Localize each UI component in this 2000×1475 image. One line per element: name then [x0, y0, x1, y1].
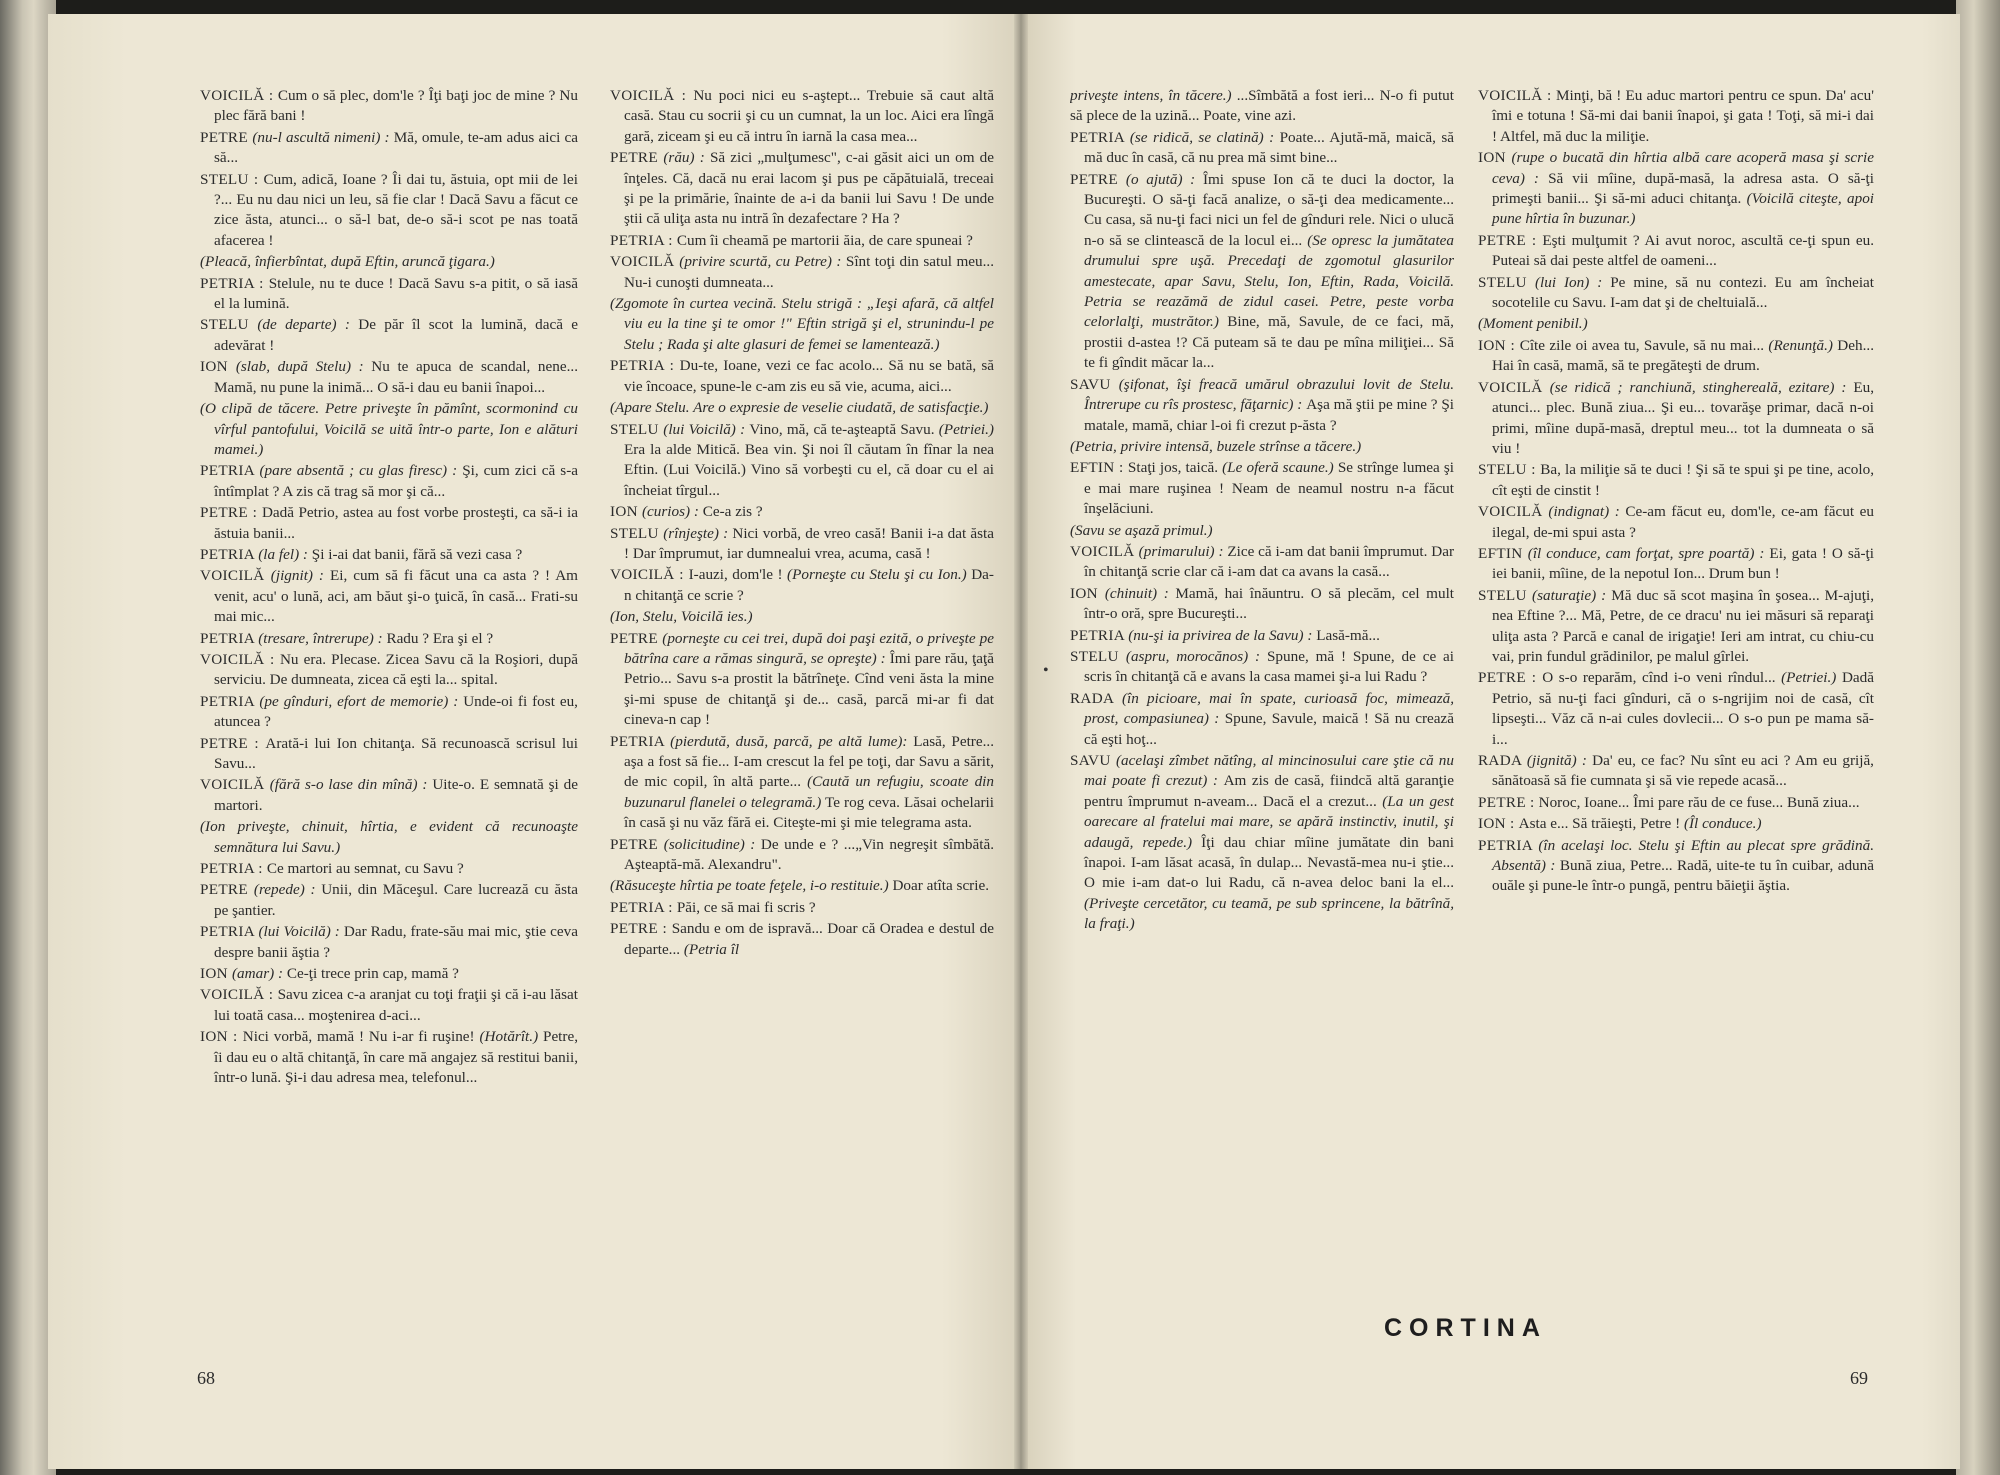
- line-text: Unii, din Măceşul. Care lucrează cu ăsta pe şantier.: [214, 881, 578, 919]
- speaker-name: ION :: [200, 1028, 243, 1046]
- speaker-name: PETRE :: [1478, 793, 1539, 811]
- dialogue-line: [200, 461, 578, 502]
- line-text: Păi, ce să mai fi scris ?: [676, 898, 816, 916]
- stage-direction: (jignită) :: [1526, 752, 1593, 769]
- dialogue-line: [200, 274, 578, 315]
- line-text: Spune, mă ! Spune, de ce ai scris în chitanţă că e avans la casa mamei şi-a lui Radu ?: [1084, 647, 1454, 686]
- dialogue-line: [1478, 586, 1874, 668]
- dialogue-line: [1478, 793, 1874, 813]
- dialogue-line: [610, 252, 994, 293]
- speaker-name: PETRIA :: [610, 357, 680, 375]
- dialogue-line: [610, 732, 994, 834]
- dialogue-line: [200, 880, 578, 921]
- speaker-name: RADA: [1478, 752, 1527, 769]
- dialogue-line: [610, 420, 994, 502]
- speaker-name: PETRIA: [1070, 128, 1130, 146]
- stage-direction: (Răsuceşte hîrtia pe toate feţele, i-o restituie.): [610, 877, 889, 895]
- speaker-name: STELU :: [1478, 461, 1541, 479]
- speaker-name: ION: [1478, 149, 1512, 167]
- dialogue-line: [200, 545, 578, 565]
- page-number-right: 69: [1850, 1368, 1868, 1388]
- line-text: Pe mine, să nu contezi. Eu am încheiat socotelile cu Savu. I-am dat şi de cheltuială...: [1492, 273, 1874, 312]
- speaker-name: PETRIA: [200, 462, 260, 480]
- page-number-left: 68: [197, 1368, 215, 1388]
- speaker-name: ION :: [1478, 815, 1519, 833]
- dialogue-line: [200, 985, 578, 1026]
- dialogue-line: [1070, 170, 1454, 374]
- stage-direction: (nu-l ascultă nimeni) :: [252, 128, 394, 146]
- line-text: Cîte zile oi avea tu, Savule, să nu mai...: [1519, 336, 1769, 354]
- stage-direction: (repede) :: [253, 881, 322, 899]
- line-text: Noroc, Ioane... Îmi pare rău de ce fuse... Bună ziua...: [1538, 793, 1860, 811]
- speaker-name: PETRIA :: [610, 898, 677, 916]
- stage-direction: (saturaţie) :: [1532, 586, 1612, 604]
- dialogue-line: [610, 398, 994, 418]
- dialogue-line: [200, 922, 578, 963]
- dialogue-line: [1070, 458, 1454, 519]
- stage-direction: (rău) :: [663, 149, 710, 167]
- line-text: Nici vorbă, mamă ! Nu i-ar fi ruşine!: [242, 1028, 480, 1046]
- line-text: Ce martori au semnat, cu Savu ?: [266, 860, 464, 878]
- dialogue-line: [1478, 273, 1874, 314]
- speaker-name: PETRE :: [200, 734, 266, 752]
- speaker-name: PETRE :: [610, 920, 672, 938]
- dialogue-line: [200, 128, 578, 169]
- line-text: Petre, îi dau eu o altă chitanţă, în care mă angajez să restitui banii, într-o lună. Şi-i dau adresa mea, telefonul...: [214, 1028, 578, 1087]
- stage-direction: (Caută un refugiu, scoate din buzunarul flanelei o telegramă.): [624, 773, 994, 811]
- speaker-name: PETRIA :: [200, 860, 267, 878]
- dialogue-line: [1478, 314, 1874, 334]
- stage-direction: (Apare Stelu. Are o expresie de veselie ciudată, de satisfacţie.): [610, 399, 989, 417]
- speaker-name: VOICILĂ :: [610, 87, 694, 104]
- stage-direction: (se ridică, se clatină) :: [1129, 128, 1280, 146]
- dialogue-line: [200, 775, 578, 816]
- dialogue-line: [1478, 148, 1874, 230]
- stage-direction: (indignat) :: [1548, 503, 1626, 521]
- speaker-name: PETRE: [200, 881, 254, 899]
- stage-direction: (pe gînduri, efort de memorie) :: [259, 692, 464, 710]
- stage-direction: (Ion, Stelu, Voicilă ies.): [610, 608, 753, 626]
- stage-direction: (chinuit) :: [1104, 584, 1176, 602]
- stage-direction: (pierdută, dusă, parcă, pe altă lume):: [670, 732, 914, 750]
- line-text: Sînt toţi din satul meu... Nu-i cunoşti dumneata...: [624, 253, 994, 291]
- margin-mark: •: [1043, 662, 1049, 679]
- ending-title: CORTINA: [1384, 1314, 1547, 1342]
- line-text: Cum o să plec, dom'le ? Îţi baţi joc de mine ? Nu plec fără bani !: [214, 87, 578, 125]
- dialogue-line: [200, 650, 578, 691]
- line-text: Ba, la miliţie să te duci ! Şi să te spui şi pe tine, acolo, cît eşti de cinstit !: [1492, 461, 1874, 499]
- book-gutter: [1014, 14, 1028, 1469]
- speaker-name: STELU: [200, 316, 258, 334]
- dialogue-line: [610, 148, 994, 230]
- stage-direction: (în picioare, mai în spate, curioasă foc, mimează, prost, compasiunea) :: [1084, 689, 1454, 728]
- stage-direction: (Voicilă citeşte, apoi pune hîrtia în buzunar.): [1492, 190, 1874, 228]
- dialogue-line: [1478, 751, 1874, 792]
- line-text: Arată-i lui Ion chitanţa. Să recunoască scrisul lui Savu...: [214, 734, 578, 772]
- dialogue-line: [610, 876, 994, 896]
- speaker-name: PETRE: [610, 835, 664, 853]
- line-text: Asta e... Să trăieşti, Petre !: [1518, 815, 1684, 833]
- stage-direction: (acelaşi zîmbet nătîng, al mincinosului care ştie că nu mai poate fi crezut) :: [1084, 752, 1454, 790]
- line-text: Ei, cum să fi făcut una ca asta ? ! Am venit, acu' o lună, aci, am băut şi-o ţuică, în casă... Frati-su mai mic...: [214, 567, 578, 626]
- line-text: Cum, adică, Ioane ? Îi dai tu, ăstuia, opt mii de lei ?... Eu nu dau nici un leu, să fie clar ! Dacă Savu a făcut ce zice ăsta, atunci... o să-l bat, de-o să-i scot pe nas toată afacerea !: [214, 170, 578, 249]
- speaker-name: PETRIA: [200, 629, 259, 647]
- speaker-name: RADA: [1070, 689, 1122, 707]
- speaker-name: PETRE :: [1478, 231, 1543, 249]
- dialogue-line: [1478, 336, 1874, 377]
- speaker-name: EFTIN :: [1070, 459, 1128, 477]
- stage-direction: (amar) :: [232, 965, 287, 983]
- line-text: ...Sîmbătă a fost ieri... N-o fi putut să plece de la uzină... Poate, vine azi.: [1070, 87, 1454, 125]
- stage-direction: (Le oferă scaune.): [1222, 459, 1334, 477]
- dialogue-line: [1070, 375, 1454, 436]
- speaker-name: PETRIA: [200, 923, 259, 941]
- stage-direction: (Îl conduce.): [1683, 815, 1762, 833]
- stage-direction: (aspru, morocănos) :: [1125, 647, 1267, 665]
- line-text: Minţi, bă ! Eu aduc martori pentru ce spun. Da' acu' îmi e totuna ! Să-mi dai banii înapoi, şi gata ! Toţi, să mi-i dai ! Altfel, mă duc la miliţie.: [1492, 87, 1874, 145]
- line-text: Du-te, Ioane, vezi ce fac acolo... Să nu se bată, să vie încoace, spune-le c-am zis eu să vie, acuma, aici...: [624, 357, 994, 395]
- dialogue-line: [200, 170, 578, 252]
- stage-direction: (Hotărît.): [479, 1028, 539, 1046]
- stage-direction: (Zgomote în curtea vecină. Stelu strigă : „Ieşi afară, că altfel viu eu la tine şi te omor !" Eftin strigă şi el, strunindu-l pe Stelu ; Rada şi alte glasuri de femei se lamentează.): [610, 295, 994, 353]
- speaker-name: STELU: [1070, 647, 1126, 665]
- speaker-name: PETRIA: [200, 692, 260, 710]
- speaker-name: PETRIA: [610, 732, 671, 750]
- stage-direction: (O clipă de tăcere. Petre priveşte în pămînt, scormonind cu vîrful pantofului, Voicilă se uită într-o parte, Ion e alături mamei.): [200, 400, 578, 458]
- line-text: Am zis de casă, fiindcă altă garanţie pentru împrumut n-aveam... Dacă el a crezut...: [1084, 772, 1454, 810]
- stage-direction: (Petria îl: [683, 940, 740, 958]
- line-text: Lasă, Petre... aşa a fost să fie... I-am crescut la fel pe toţi, dar Savu a sărit, de mic copil, în altă parte...: [624, 732, 994, 791]
- dialogue-line: [1070, 128, 1454, 169]
- line-text: Nu era. Plecase. Zicea Savu că la Roşiori, după serviciu. De dumneata, zicea că eşti la... spital.: [214, 650, 578, 689]
- speaker-name: PETRIA :: [200, 274, 269, 292]
- line-text: Şi i-ai dat banii, fără să vezi casa ?: [311, 545, 523, 563]
- line-text: Vino, mă, că te-aşteaptă Savu.: [749, 420, 939, 438]
- line-text: Mă, omule, te-am adus aici ca să...: [214, 128, 578, 167]
- line-text: Mamă, hai înăuntru. O să plecăm, cel mult într-o oră, spre Bucureşti...: [1084, 584, 1454, 623]
- stage-direction: (de departe) :: [257, 316, 359, 334]
- stage-direction: (lui Voicilă) :: [663, 420, 750, 438]
- speaker-name: VOICILĂ: [1478, 378, 1550, 396]
- line-text: Ce-am făcut eu, dom'le, ce-am făcut eu ilegal, de-mi spui asta ?: [1492, 503, 1874, 541]
- dialogue-line: [610, 502, 994, 522]
- line-text: Nu poci nici eu s-aştept... Trebuie să caut altă casă. Stau cu socrii şi cu un cumnat, la un loc. Aici era lîngă gară, ziceam şi eu că intru în iarnă la casa mea...: [624, 87, 994, 145]
- dialogue-line: [200, 1027, 578, 1088]
- speaker-name: PETRIA: [1478, 836, 1539, 854]
- line-text: Mă duc să scot maşina în şosea... M-ajuţi, nea Eftine ?... Mă, Petre, de ce dracu' nu iei măsuri să reparaţi uliţa asta ? Parcă e canal de irigaţie! Ieri am intrat, cu chiu-cu vai, prin fundul grădinilor, pe malul gîrlei.: [1492, 586, 1874, 665]
- speaker-name: VOICILĂ: [1478, 503, 1549, 521]
- line-text: Staţi jos, taică.: [1127, 459, 1223, 477]
- dialogue-line: [1070, 542, 1454, 583]
- line-text: Bine, mă, Savule, de ce faci, mă, prostii d-astea !? Că puteam să te dau pe mîna miliţiei... Să te fi gîndit măcar la...: [1084, 313, 1454, 372]
- line-text: De păr îl scot la lumină, dacă e adevărat !: [214, 316, 578, 354]
- dialogue-line: [610, 607, 994, 627]
- dialogue-line: [1478, 668, 1874, 750]
- stage-direction: (primarului) :: [1138, 542, 1228, 560]
- speaker-name: ION: [200, 965, 232, 983]
- line-text: Nici vorbă, de vreo casă! Banii i-a dat ăsta ! Dar împrumut, iar dumnealui vrea, acuma, casă !: [624, 524, 994, 562]
- speaker-name: EFTIN: [1478, 544, 1528, 562]
- stage-direction: (curios) :: [642, 503, 703, 521]
- speaker-name: ION :: [1478, 336, 1520, 354]
- dialogue-line: [1070, 584, 1454, 625]
- line-text: Eu, atunci... plec. Bună ziua... Şi eu... tovarăşe primar, dacă n-oi primi, mîine după-masă, dreptul meu... tot la dumneata o să viu !: [1492, 378, 1874, 457]
- speaker-name: STELU :: [200, 170, 264, 188]
- line-text: Unde-oi fi fost eu, atuncea ?: [214, 692, 578, 731]
- stage-direction: (lui Voicilă) :: [258, 923, 344, 941]
- stage-direction: (în acelaşi loc. Stelu şi Eftin au plecat spre grădină. Absentă) :: [1492, 836, 1874, 875]
- dialogue-line: [610, 524, 994, 565]
- dialogue-line: [1070, 437, 1454, 457]
- speaker-name: SAVU: [1070, 375, 1119, 393]
- speaker-name: PETRE :: [200, 504, 262, 522]
- speaker-name: STELU: [610, 524, 664, 542]
- stage-direction: (o ajută) :: [1125, 170, 1203, 188]
- line-text: Deh... Hai în casă, mamă, să te pregăteşti de drum.: [1492, 336, 1874, 375]
- line-text: Se strînge lumea şi e mai mare ruşinea ! Neam de neamul nostru n-a făcut înşelăciuni.: [1084, 459, 1454, 518]
- stage-direction: (tresare, întrerupe) :: [258, 629, 387, 647]
- line-text: Eşti mulţumit ? Ai avut noroc, ascultă ce-ţi spun eu. Puteai să dai peste altfel de oameni...: [1492, 231, 1874, 270]
- dialogue-line: [610, 356, 994, 397]
- stage-direction: (se ridică ; ranchiună, stinghereală, ezitare) :: [1549, 378, 1854, 396]
- line-text: Da-n chitanţă ce scrie ?: [624, 566, 994, 604]
- stage-direction: (jignit) :: [270, 567, 330, 585]
- stage-direction: (rupe o bucată din hîrtia albă care acoperă masa şi scrie ceva) :: [1492, 149, 1874, 187]
- line-text: O s-o reparăm, cînd i-o veni rîndul...: [1542, 669, 1782, 687]
- dialogue-line: [1070, 647, 1454, 688]
- dialogue-line: [1478, 378, 1874, 460]
- line-text: Doar atîta scrie.: [888, 877, 989, 895]
- stage-direction: (nu-şi ia privirea de la Savu) :: [1128, 626, 1317, 644]
- dialogue-line: [610, 565, 994, 606]
- stage-direction: (Savu se aşază primul.): [1070, 521, 1213, 539]
- line-text: Să vii mîine, după-masă, la adresa asta. O să-ţi primeşti banii... Şi să-mi aduci chitanţa.: [1492, 169, 1874, 208]
- line-text: Stelule, nu te duce ! Dacă Savu s-a pitit, o să iasă el la lumină.: [214, 274, 578, 313]
- line-text: De unde e ? ...„Vin negreşit sîmbătă. Aşteaptă-mă. Alexandru".: [624, 835, 994, 874]
- speaker-name: VOICILĂ :: [610, 566, 689, 584]
- dialogue-line: [200, 566, 578, 627]
- dialogue-line: [200, 399, 578, 460]
- speaker-name: VOICILĂ :: [200, 650, 280, 668]
- line-text: Să zici „mulţumesc", c-ai găsit aici un om de înţeles. Că, dacă nu erai lacom şi pus pe căpătuială, treceai şi pe la primărie, înainte de a-i da banii lui Savu ! De unde ştii că uliţa asta nu intră în dezafectare ? Ha ?: [624, 149, 994, 228]
- dialogue-line: [1478, 544, 1874, 585]
- dialogue-line: [200, 86, 578, 127]
- line-text: Poate... Ajută-mă, maică, să mă duc în casă, că nu prea mă simt bine...: [1084, 128, 1454, 167]
- speaker-name: ION: [200, 358, 236, 376]
- speaker-name: STELU: [1478, 586, 1533, 604]
- dialogue-line: [200, 817, 578, 858]
- line-text: Dadă Petrio, să nu-ţi faci gînduri, că o s-ngrijim noi de casă, cît lipseşti... Văz că n-ai cules dovlecii... O s-o pun pe mama să-i...: [1492, 669, 1874, 748]
- dialogue-line: [610, 919, 994, 960]
- dialogue-line: [1070, 751, 1454, 935]
- speaker-name: ION: [610, 503, 642, 521]
- speaker-name: STELU: [1478, 273, 1535, 291]
- text-column-1: [200, 86, 578, 1090]
- dialogue-line: [200, 357, 578, 398]
- line-text: Sandu e om de ispravă... Doar că Oradea e destul de departe...: [624, 920, 994, 958]
- line-text: Uite-o. E semnată şi de martori.: [214, 776, 578, 814]
- dialogue-line: [1070, 626, 1454, 646]
- text-column-2: [610, 86, 994, 961]
- stage-direction: (pare absentă ; cu glas firesc) :: [259, 462, 463, 480]
- stage-direction: (porneşte cu cei trei, după doi paşi ezită, o priveşte pe bătrîna care a rămas singură, se opreşte) :: [624, 629, 994, 667]
- speaker-name: PETRE :: [1478, 669, 1543, 687]
- stage-direction: (solicitudine) :: [663, 835, 761, 853]
- line-text: Aşa mă ştii pe mine ? Şi matale, mamă, chiar l-oi fi crezut p-ăsta ?: [1084, 396, 1454, 434]
- dialogue-line: [1070, 689, 1454, 750]
- line-text: Radu ? Era şi el ?: [386, 629, 494, 647]
- dialogue-line: [1478, 86, 1874, 147]
- dialogue-line: [200, 315, 578, 356]
- dialogue-line: [610, 898, 994, 918]
- line-text: Ce-a zis ?: [702, 503, 763, 521]
- stage-direction: (Porneşte cu Stelu şi cu Ion.): [787, 566, 967, 584]
- line-text: Te rog ceva. Lăsai ochelarii în casă şi nu văz fără ei. Citeşte-mi şi mie telegrama asta.: [624, 793, 994, 832]
- dialogue-line: [610, 231, 994, 251]
- dialogue-line: [610, 294, 994, 355]
- speaker-name: VOICILĂ: [610, 253, 680, 271]
- line-text: Spune, Savule, maică ! Să nu crează că eşti hoţ...: [1084, 710, 1454, 748]
- stage-direction: (Petriei.): [1781, 669, 1837, 687]
- line-text: Savu zicea c-a aranjat cu toţi fraţii şi că i-au lăsat lui toată casa... moştenirea d-aci...: [214, 986, 578, 1024]
- line-text: Îmi spuse Ion că te duci la doctor, la Bucureşti. O să-ţi facă analize, o să-ţi dea medicamente... Cu casa, să nu-ţi faci nici un fel de gînduri rele. Nici o ulucă n-o să se clintească de la locul ei...: [1084, 170, 1454, 249]
- speaker-name: PETRE: [200, 128, 253, 146]
- dialogue-line: [1478, 460, 1874, 501]
- speaker-name: PETRE: [610, 629, 663, 647]
- line-text: Cum îi cheamă pe martorii ăia, de care spuneai ?: [676, 231, 973, 249]
- dialogue-line: [200, 859, 578, 879]
- line-text: Nu te apuca de scandal, nene... Mamă, nu pune la inimă... O să-i dau eu banii înapoi...: [214, 358, 578, 396]
- stage-direction: (privire scurtă, cu Petre) :: [679, 253, 846, 271]
- speaker-name: VOICILĂ :: [200, 87, 278, 104]
- stage-direction: (Pleacă, înfierbîntat, după Eftin, aruncă ţigara.): [200, 253, 495, 271]
- speaker-name: STELU: [610, 420, 664, 438]
- stage-direction: (rînjeşte) :: [663, 524, 733, 542]
- stage-direction: (Petria, privire intensă, buzele strînse a tăcere.): [1070, 437, 1362, 455]
- dialogue-line: [1070, 86, 1454, 127]
- stage-direction: (Ion priveşte, chinuit, hîrtia, e evident că recunoaşte semnătura lui Savu.): [200, 818, 578, 856]
- line-text: Îmi pare rău, ţaţă Petrio... Savu s-a prostit la bătrîneţe. Cînd veni ăsta la mine şi-mi spuse de chitanţă şi de... casă, parcă mi-ar fi dat cineva-n cap !: [624, 649, 994, 729]
- dialogue-line: [1478, 502, 1874, 543]
- line-text: Da' eu, ce fac? Nu sînt eu aci ? Am eu grijă, sănătoasă să fie cumnata şi să vie repede acasă...: [1492, 752, 1874, 790]
- stage-direction: (îl conduce, cam forţat, spre poartă) :: [1527, 544, 1770, 562]
- speaker-name: PETRIA: [200, 545, 259, 563]
- stage-direction: (La un gest oarecare al fratelui mai mare, se apără instinctiv, inutil, şi adaugă, repede.): [1084, 792, 1454, 851]
- line-text: Era la alde Mitică. Bea vin. Şi noi îl căutam în fînar la nea Eftin. (Lui Voicilă.) Vino să vorbeşti cu el, că doar cu el ai încheiat tîrgul...: [624, 440, 994, 499]
- stage-direction: priveşte intens, în tăcere.): [1070, 87, 1232, 104]
- stage-direction: (Moment penibil.): [1478, 315, 1588, 333]
- stage-direction: (Priveşte cercetător, cu teamă, pe sub sprincene, la bătrînă, la fraţi.): [1084, 894, 1454, 933]
- line-text: I-auzi, dom'le !: [688, 566, 788, 584]
- stage-direction: (lui Ion) :: [1534, 273, 1611, 291]
- line-text: Ei, gata ! O să-ţi iei banii, mîine, de la nepotul Ion... Drum bun !: [1492, 544, 1874, 583]
- text-column-3: [1070, 86, 1454, 936]
- stage-direction: (Renunţă.): [1768, 336, 1833, 354]
- speaker-name: VOICILĂ: [1070, 542, 1139, 560]
- line-text: Îţi dau chiar mîine jumătate din bani înapoi. I-am lăsat acasă, în dulap... Nevastă-mea nu-i ştie... O mie i-am dat-o lui Radu, că n-avea deloc bani la el...: [1084, 833, 1454, 892]
- line-text: Dadă Petrio, astea au fost vorbe prosteşti, ca să-i ia ăstuia banii...: [214, 504, 578, 542]
- dialogue-line: [1478, 836, 1874, 897]
- line-text: Şi, cum zici că s-a întîmplat ? A zis că trag să mor şi că...: [214, 462, 578, 500]
- dialogue-line: [610, 86, 994, 147]
- speaker-name: VOICILĂ :: [1478, 87, 1556, 104]
- line-text: Ce-ţi trece prin cap, mamă ?: [286, 965, 459, 983]
- speaker-name: PETRIA: [1070, 626, 1129, 644]
- dialogue-line: [1070, 521, 1454, 541]
- stage-direction: (Se opresc la jumătatea drumului spre uşă. Precedaţi de zgomotul glasurilor amestecate, apar Savu, Stelu, Ion, Eftin, Rada, Voicilă. Petria se reazămă de zidul casei. Petre, peste vorba celorlalţi, mustrător.): [1084, 231, 1454, 331]
- speaker-name: PETRIA :: [610, 231, 677, 249]
- speaker-name: VOICILĂ: [200, 776, 270, 794]
- dialogue-line: [200, 629, 578, 649]
- dialogue-line: [200, 964, 578, 984]
- stage-direction: (la fel) :: [258, 545, 312, 563]
- dialogue-line: [1478, 231, 1874, 272]
- speaker-name: PETRE: [610, 149, 664, 167]
- dialogue-line: [200, 692, 578, 733]
- stage-direction: (şifonat, îşi freacă umărul obrazului lovit de Stelu. Întrerupe cu rîs prostesc, făţarnic) :: [1084, 375, 1454, 414]
- stage-direction: (fără s-o lase din mînă) :: [269, 776, 433, 794]
- stage-direction: (Petriei.): [938, 420, 994, 438]
- text-column-4: [1478, 86, 1874, 898]
- line-text: Dar Radu, frate-său mai mic, ştie ceva despre banii ăştia ?: [214, 923, 578, 961]
- speaker-name: SAVU: [1070, 752, 1116, 769]
- line-text: Zice că i-am dat banii împrumut. Dar în chitanţă scrie clar că i-am dat ca avans la casă...: [1084, 542, 1454, 581]
- book-edge-right: [1956, 0, 2000, 1475]
- stage-direction: (slab, după Stelu) :: [235, 358, 372, 376]
- speaker-name: VOICILĂ: [200, 567, 271, 585]
- dialogue-line: [200, 734, 578, 775]
- speaker-name: ION: [1070, 584, 1105, 602]
- line-text: Lasă-mă...: [1316, 626, 1380, 644]
- line-text: Bună ziua, Petre... Radă, uite-te tu în cuibar, adună ouăle şi pune-le într-o pungă, pentru băieţii ăştia.: [1492, 857, 1874, 895]
- dialogue-line: [200, 503, 578, 544]
- speaker-name: VOICILĂ :: [200, 986, 278, 1004]
- dialogue-line: [610, 835, 994, 876]
- dialogue-line: [200, 252, 578, 272]
- speaker-name: PETRE: [1070, 170, 1126, 188]
- dialogue-line: [610, 629, 994, 731]
- dialogue-line: [1478, 814, 1874, 834]
